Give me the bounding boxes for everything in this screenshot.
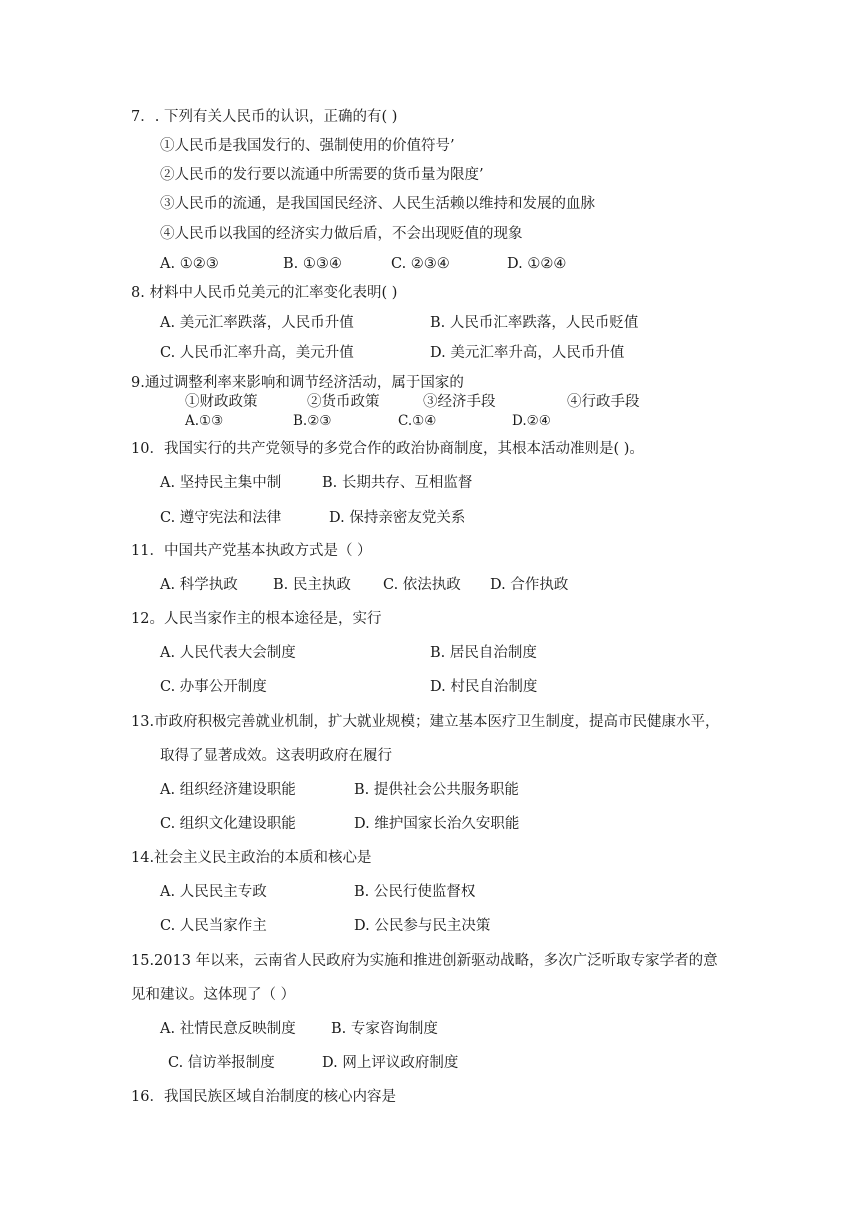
- q8-option-a: A. 美元汇率跌落，人民币升值: [160, 315, 354, 331]
- q8-option-d: D. 美元汇率升高，人民币升值: [430, 345, 625, 361]
- q14-option-c: C. 人民当家作主: [160, 918, 267, 934]
- q15-option-a: A. 社情民意反映制度: [160, 1021, 296, 1037]
- q8-stem: 8. 材料中人民币兑美元的汇率变化表明( ): [131, 285, 398, 301]
- q7-statement-3: ③人民币的流通，是我国国民经济、人民生活赖以维持和发展的血脉: [160, 196, 595, 212]
- q12-option-c: C. 办事公开制度: [160, 679, 267, 695]
- q13-option-b: B. 提供社会公共服务职能: [354, 782, 519, 798]
- q10-option-b: B. 长期共存、互相监督: [322, 475, 473, 491]
- q11-stem: 11．中国共产党基本执政方式是（ ）: [131, 543, 372, 559]
- q7-statement-4: ④人民币以我国的经济实力做后盾，不会出现贬值的现象: [160, 226, 523, 242]
- q9-option-d: D.②④: [512, 413, 551, 429]
- q11-option-a: A. 科学执政: [160, 577, 238, 593]
- q14-option-d: D. 公民参与民主决策: [354, 918, 491, 934]
- q7-statement-1: ①人民币是我国发行的、强制使用的价值符号’: [160, 138, 455, 154]
- q10-option-a: A. 坚持民主集中制: [160, 475, 282, 491]
- q12-stem: 12。人民当家作主的根本途径是，实行: [131, 611, 382, 627]
- q9-statement-1: ①财政政策: [185, 394, 258, 410]
- q9-statement-2: ②货币政策: [307, 394, 380, 410]
- q12-option-a: A. 人民代表大会制度: [160, 645, 296, 661]
- q7-stem: 7．. 下列有关人民币的认识，正确的有( ): [131, 109, 398, 125]
- q9-option-a: A.①③: [185, 413, 224, 429]
- q16-stem: 16．我国民族区域自治制度的核心内容是: [131, 1089, 396, 1105]
- q15-option-d: D. 网上评议政府制度: [322, 1055, 459, 1071]
- q10-option-c: C. 遵守宪法和法律: [160, 510, 282, 526]
- q7-option-d: D. ①②④: [507, 256, 567, 272]
- q15-option-c: C. 信访举报制度: [168, 1055, 275, 1071]
- q13-stem-continued: 取得了显著成效。这表明政府在履行: [160, 748, 392, 764]
- q15-stem: 15.2013 年以来，云南省人民政府为实施和推进创新驱动战略，多次广泛听取专家学者的意: [131, 953, 718, 969]
- q15-option-b: B. 专家咨询制度: [331, 1021, 438, 1037]
- q11-option-d: D. 合作执政: [490, 577, 569, 593]
- q10-option-d: D. 保持亲密友党关系: [329, 510, 466, 526]
- q9-option-c: C.①④: [398, 413, 437, 429]
- q7-option-c: C. ②③④: [391, 256, 450, 272]
- q9-statement-3: ③经济手段: [423, 394, 496, 410]
- q8-option-b: B. 人民币汇率跌落，人民币贬值: [430, 315, 639, 331]
- q14-option-a: A. 人民民主专政: [160, 884, 267, 900]
- q14-option-b: B. 公民行使监督权: [354, 884, 476, 900]
- q7-option-b: B. ①③④: [283, 256, 342, 272]
- q13-option-a: A. 组织经济建设职能: [160, 782, 296, 798]
- q10-stem: 10．我国实行的共产党领导的多党合作的政治协商制度，其根本活动准则是( )。: [131, 441, 644, 457]
- q9-statement-4: ④行政手段: [567, 394, 640, 410]
- q12-option-b: B. 居民自治制度: [430, 645, 537, 661]
- q13-option-c: C. 组织文化建设职能: [160, 816, 296, 832]
- q14-stem: 14.社会主义民主政治的本质和核心是: [131, 850, 372, 866]
- q13-option-d: D. 维护国家长治久安职能: [354, 816, 520, 832]
- q7-statement-2: ②人民币的发行要以流通中所需要的货币量为限度’: [160, 167, 484, 183]
- q12-option-d: D. 村民自治制度: [430, 679, 538, 695]
- q11-option-c: C. 依法执政: [383, 577, 461, 593]
- q11-option-b: B. 民主执政: [273, 577, 351, 593]
- q15-stem-continued: 见和建议。这体现了（ ）: [131, 987, 296, 1003]
- q9-stem: 9.通过调整利率来影响和调节经济活动，属于国家的: [131, 375, 464, 391]
- q8-option-c: C. 人民币汇率升高，美元升值: [160, 345, 354, 361]
- q13-stem: 13.市政府积极完善就业机制，扩大就业规模；建立基本医疗卫生制度，提高市民健康水平，: [131, 714, 720, 730]
- q7-option-a: A. ①②③: [160, 256, 219, 272]
- q9-option-b: B.②③: [293, 413, 332, 429]
